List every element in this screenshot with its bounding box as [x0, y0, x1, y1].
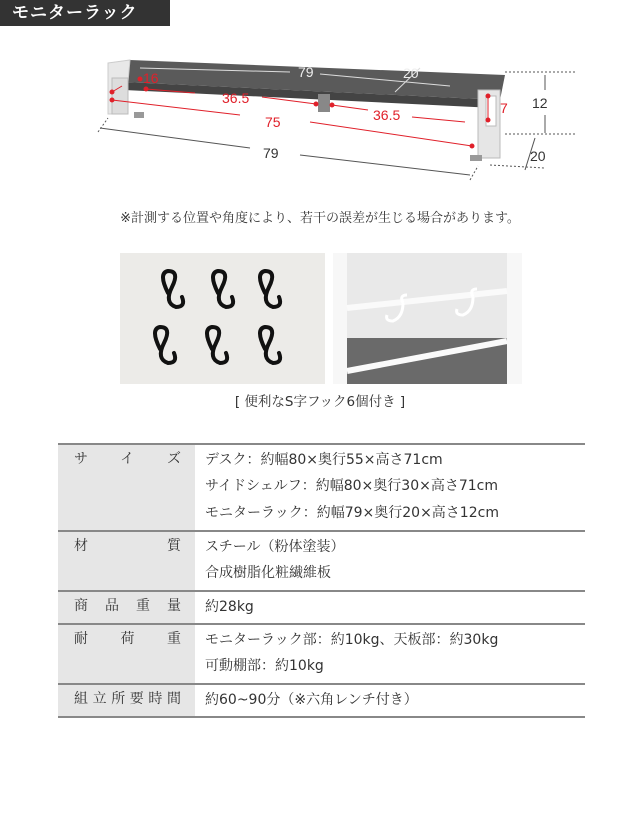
spec-label: 商品重量 [58, 591, 195, 624]
spec-value: モニターラック：約幅79×奥行20×高さ12cm [205, 505, 499, 521]
spec-row-size [58, 444, 585, 531]
dim-inner-width: 75 [265, 114, 281, 130]
section-title: モニターラック [0, 0, 170, 26]
spec-row-load [58, 624, 585, 684]
dim-span-right: 36.5 [373, 107, 401, 123]
dim-span-left: 36.5 [222, 90, 250, 106]
dim-top-width: 79 [298, 64, 314, 80]
monitor-rack-diagram [0, 0, 640, 200]
spec-value: 合成樹脂化粧繊維板 [205, 565, 331, 581]
dim-top-depth: 20 [403, 65, 419, 81]
measurement-note: ※計測する位置や角度により、若干の誤差が生じる場合があります。 [120, 211, 520, 226]
spec-value: サイドシェルフ：約幅80×奥行30×高さ71cm [205, 478, 498, 494]
spec-row-weight [58, 591, 585, 624]
spec-row-assembly-time [58, 684, 585, 717]
spec-value: 可動棚部：約10kg [205, 658, 324, 674]
dim-bottom-depth: 20 [530, 148, 546, 164]
dim-bottom-width: 79 [263, 145, 279, 161]
spec-row-material [58, 531, 585, 591]
spec-label: 耐荷重 [58, 624, 195, 684]
spec-value: デスク：約幅80×奥行55×高さ71cm [205, 452, 443, 468]
hooks-caption: [ 便利なS字フック6個付き ] [234, 394, 406, 410]
spec-value: スチール（粉体塗装） [205, 539, 345, 555]
spec-label: 材質 [58, 531, 195, 591]
hooks-in-use-photo [333, 253, 522, 384]
dim-height: 12 [532, 95, 548, 111]
dim-side-height: 7 [500, 100, 508, 116]
s-hook-icons [155, 271, 280, 363]
dim-left-gap: 16 [143, 70, 159, 86]
spec-value: 約28kg [205, 599, 254, 615]
spec-label: 組立所要時間 [58, 684, 195, 717]
spec-value: モニターラック部：約10kg、天板部：約30kg [205, 632, 499, 648]
s-hooks-photo [120, 253, 325, 384]
spec-table [58, 443, 585, 718]
spec-value: 約60~90分（※六角レンチ付き） [205, 692, 418, 708]
spec-label: サイズ [58, 444, 195, 531]
